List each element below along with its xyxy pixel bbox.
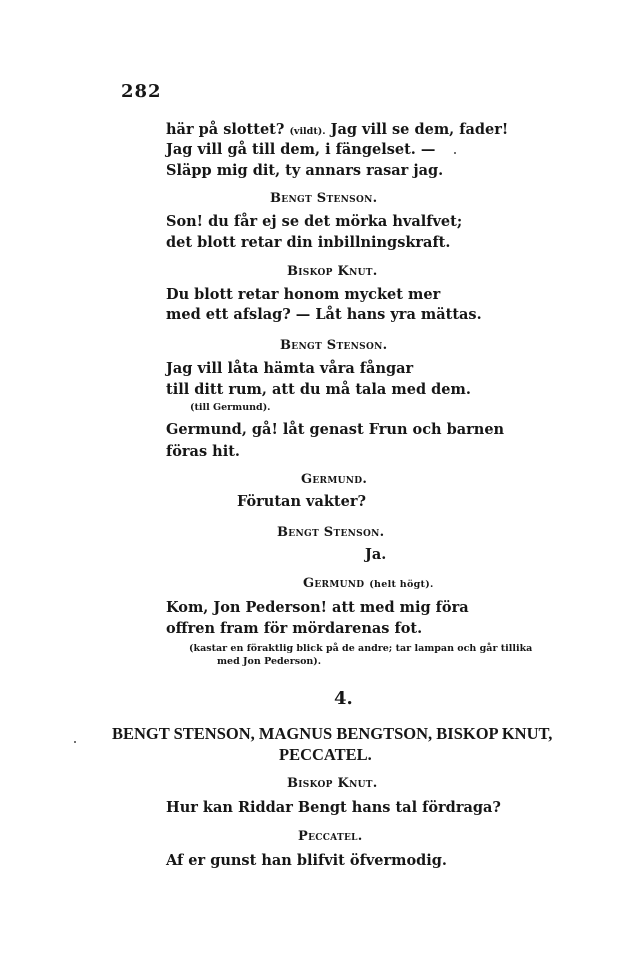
verse-line	[166, 121, 508, 141]
stage-direction: (kastar en föraktlig blick på de andre; tar lampan och går tillika	[189, 643, 533, 654]
verse-line: Du blott retar honom mycket mer	[166, 286, 441, 303]
verse-line: Släpp mig dit, ty annars rasar jag.	[166, 162, 444, 179]
print-speck	[74, 741, 76, 743]
verse-line: till ditt rum, att du må tala med dem.	[166, 381, 471, 398]
scene-cast: PECCATEL.	[279, 745, 372, 764]
page-number: 282	[121, 81, 162, 102]
speaker-name: Biskop Knut.	[287, 776, 378, 791]
verse-line: föras hit.	[166, 443, 240, 460]
speaker-name: Germund.	[301, 472, 368, 487]
speaker-name	[303, 576, 434, 593]
stage-direction: (till Germund).	[190, 402, 271, 413]
verse-line: Germund, gå! låt genast Frun och barnen	[166, 421, 505, 438]
verse-line: det blott retar din inbillningskraft.	[166, 234, 451, 251]
verse-line: Jag vill gå till dem, i fängelset. —	[166, 141, 436, 158]
verse-line: Ja.	[365, 546, 387, 563]
verse-line: Hur kan Riddar Bengt hans tal fördraga?	[166, 799, 501, 816]
stage-direction: (vildt).	[289, 126, 326, 137]
stage-direction: med Jon Pederson).	[217, 656, 322, 667]
speaker-name: Peccatel.	[298, 829, 363, 844]
verse-text: Jag vill se dem, fader!	[330, 121, 509, 138]
stage-direction: (helt högt).	[369, 579, 434, 590]
verse-line: Af er gunst han blifvit öfvermodig.	[166, 852, 447, 869]
speaker-name: Bengt Stenson.	[280, 338, 388, 353]
verse-line: offren fram för mördarenas fot.	[166, 620, 423, 637]
print-speck	[454, 152, 456, 154]
speaker-label: Germund	[303, 576, 365, 591]
verse-line: Son! du får ej se det mörka hvalfvet;	[166, 213, 463, 230]
verse-line: Kom, Jon Pederson! att med mig föra	[166, 599, 469, 616]
scene-cast: BENGT STENSON, MAGNUS BENGTSON, BISKOP KNUT,	[112, 724, 553, 743]
verse-text: här på slottet?	[166, 121, 285, 138]
speaker-name: Bengt Stenson.	[277, 525, 385, 540]
speaker-name: Bengt Stenson.	[270, 191, 378, 206]
scene-number: 4.	[334, 688, 353, 709]
speaker-name: Biskop Knut.	[287, 264, 378, 279]
verse-line: med ett afslag? — Låt hans yra mättas.	[166, 306, 482, 323]
verse-line: Jag vill låta hämta våra fångar	[166, 360, 414, 377]
verse-line: Förutan vakter?	[237, 493, 366, 510]
